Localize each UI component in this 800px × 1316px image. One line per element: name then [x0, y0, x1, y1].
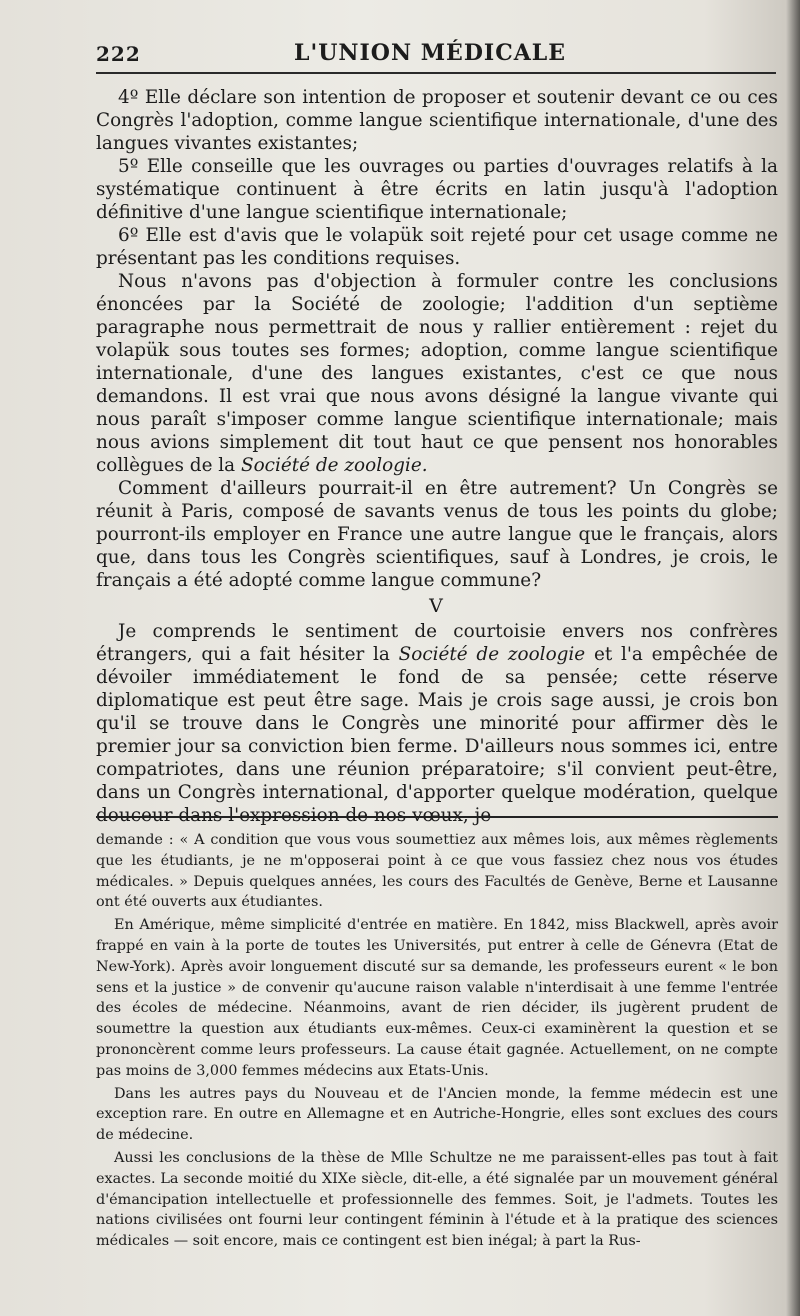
main-text	[96, 86, 778, 827]
paragraph-objection-text: Nous n'avons pas d'objection à formuler contre les conclusions énoncées par la Société de zoologie; l'addition d'un septième paragraphe nous permettrait de nous y rallier entièrement : rejet du volapük sous toutes ses formes; adoption, comme langue scientifique internationale, d'une des langues existantes, c'est ce que nous demandons. Il est vrai que nous avons désigné la langue vivante qui nous paraît s'imposer comme langue scientifique internationale; mais nous avions simplement dit tout haut ce que pensent nos honorables collègues de la	[96, 271, 778, 476]
page-header	[96, 38, 764, 68]
paragraph-courtoisie	[96, 620, 778, 827]
paragraph-item-4: 4º Elle déclare son intention de proposer et soutenir devant ce ou ces Congrès l'adoption, comme langue scientifique internationale, d'une des langues vivantes existantes;	[96, 87, 778, 154]
paragraph-courtoisie-start: Je comprends le sentiment de courtoisie envers nos confrères étrangers, qui a fait hésiter la	[96, 621, 778, 665]
footnotes	[96, 830, 778, 1254]
footnote-conclusions: Aussi les conclusions de la thèse de Mlle Schultze ne me paraissent-elles pas tout à fait exactes. La seconde moitié du XIXe siècle, dit-elle, a été signalée par un mouvement général d'émancipation intellectuelle et professionnelle des femmes. Soit, je l'admets. Toutes les nations civilisées ont fourni leur contingent féminin à l'étude et à la pratique des sciences médicales — soit encore, mais ce contingent est bien inégal; à part la Rus-	[96, 1149, 778, 1250]
page-edge-shadow	[786, 0, 800, 1316]
section-number: V	[429, 595, 445, 617]
paragraph-courtoisie-end: et l'a empêchée de dévoiler immédiatement le fond de sa pensée; cette réserve diplomatique est peut être sage. Mais je crois sage aussi, je crois bon qu'il se trouve dans le Congrès une minorité pour affirmer dès le premier jour sa conviction bien ferme. D'ailleurs nous sommes ici, entre compatriotes, dans une réunion préparatoire; s'il convient peut-être, dans un Congrès international, d'apporter quelque modération, quelque douceur dans l'expression de nos vœux, je	[96, 644, 778, 826]
footnote-rule	[96, 816, 778, 818]
footnote-continuation: demande : « A condition que vous vous soumettiez aux mêmes lois, aux mêmes règlements que les étudiants, je ne m'opposerai point à ce que vous fassiez chez nous vos études médicales. » Depuis quelques années, les cours des Facultés de Genève, Berne et Lausanne ont été ouverts aux étudiantes.	[96, 832, 778, 911]
footnote-autres-pays: Dans les autres pays du Nouveau et de l'Ancien monde, la femme médecin est une exception rare. En outre en Allemagne et en Autriche-Hongrie, elles sont exclues des cours de médecine.	[96, 1085, 778, 1144]
italic-societe-zoologie: Société de zoologie.	[241, 455, 428, 476]
running-title: L'UNION MÉDICALE	[293, 40, 567, 66]
footnote-amerique: En Amérique, même simplicité d'entrée en matière. En 1842, miss Blackwell, après avoir frappé en vain à la porte de toutes les Universités, put entrer à celle de Génevra (Etat de New-York). Après avoir longuement discuté sur sa demande, les professeurs eurent « le bon sens et la justice » de convenir qu'aucune raison valable n'interdisait à une femme l'entrée des écoles de médecine. Néanmoins, avant de rien décider, ils jugèrent prudent de soumettre la question aux étudiants eux-mêmes. Ceux-ci examinèrent la question et se prononcèrent comme leurs professeurs. La cause était gagnée. Actuellement, on ne compte pas moins de 3,000 femmes médecins aux Etats-Unis.	[96, 917, 778, 1079]
italic-societe-zoologie-2: Société de zoologie	[398, 644, 586, 665]
header-rule	[96, 72, 776, 74]
paragraph-congres: Comment d'ailleurs pourrait-il en être autrement? Un Congrès se réunit à Paris, composé de savants venus de tous les points du globe; pourront-ils employer en France une autre langue que le français, alors que, dans tous les Congrès scientifiques, sauf à Londres, je crois, le français a été adopté comme langue commune?	[96, 478, 778, 591]
paragraph-objection	[96, 270, 778, 477]
page-number: 222	[96, 42, 141, 66]
paragraph-item-6: 6º Elle est d'avis que le volapük soit rejeté pour cet usage comme ne présentant pas les conditions requises.	[96, 225, 778, 269]
paragraph-item-5: 5º Elle conseille que les ouvrages ou parties d'ouvrages relatifs à la systématique continuent à être écrits en latin jusqu'à l'adoption définitive d'une langue scientifique internationale;	[96, 156, 778, 223]
